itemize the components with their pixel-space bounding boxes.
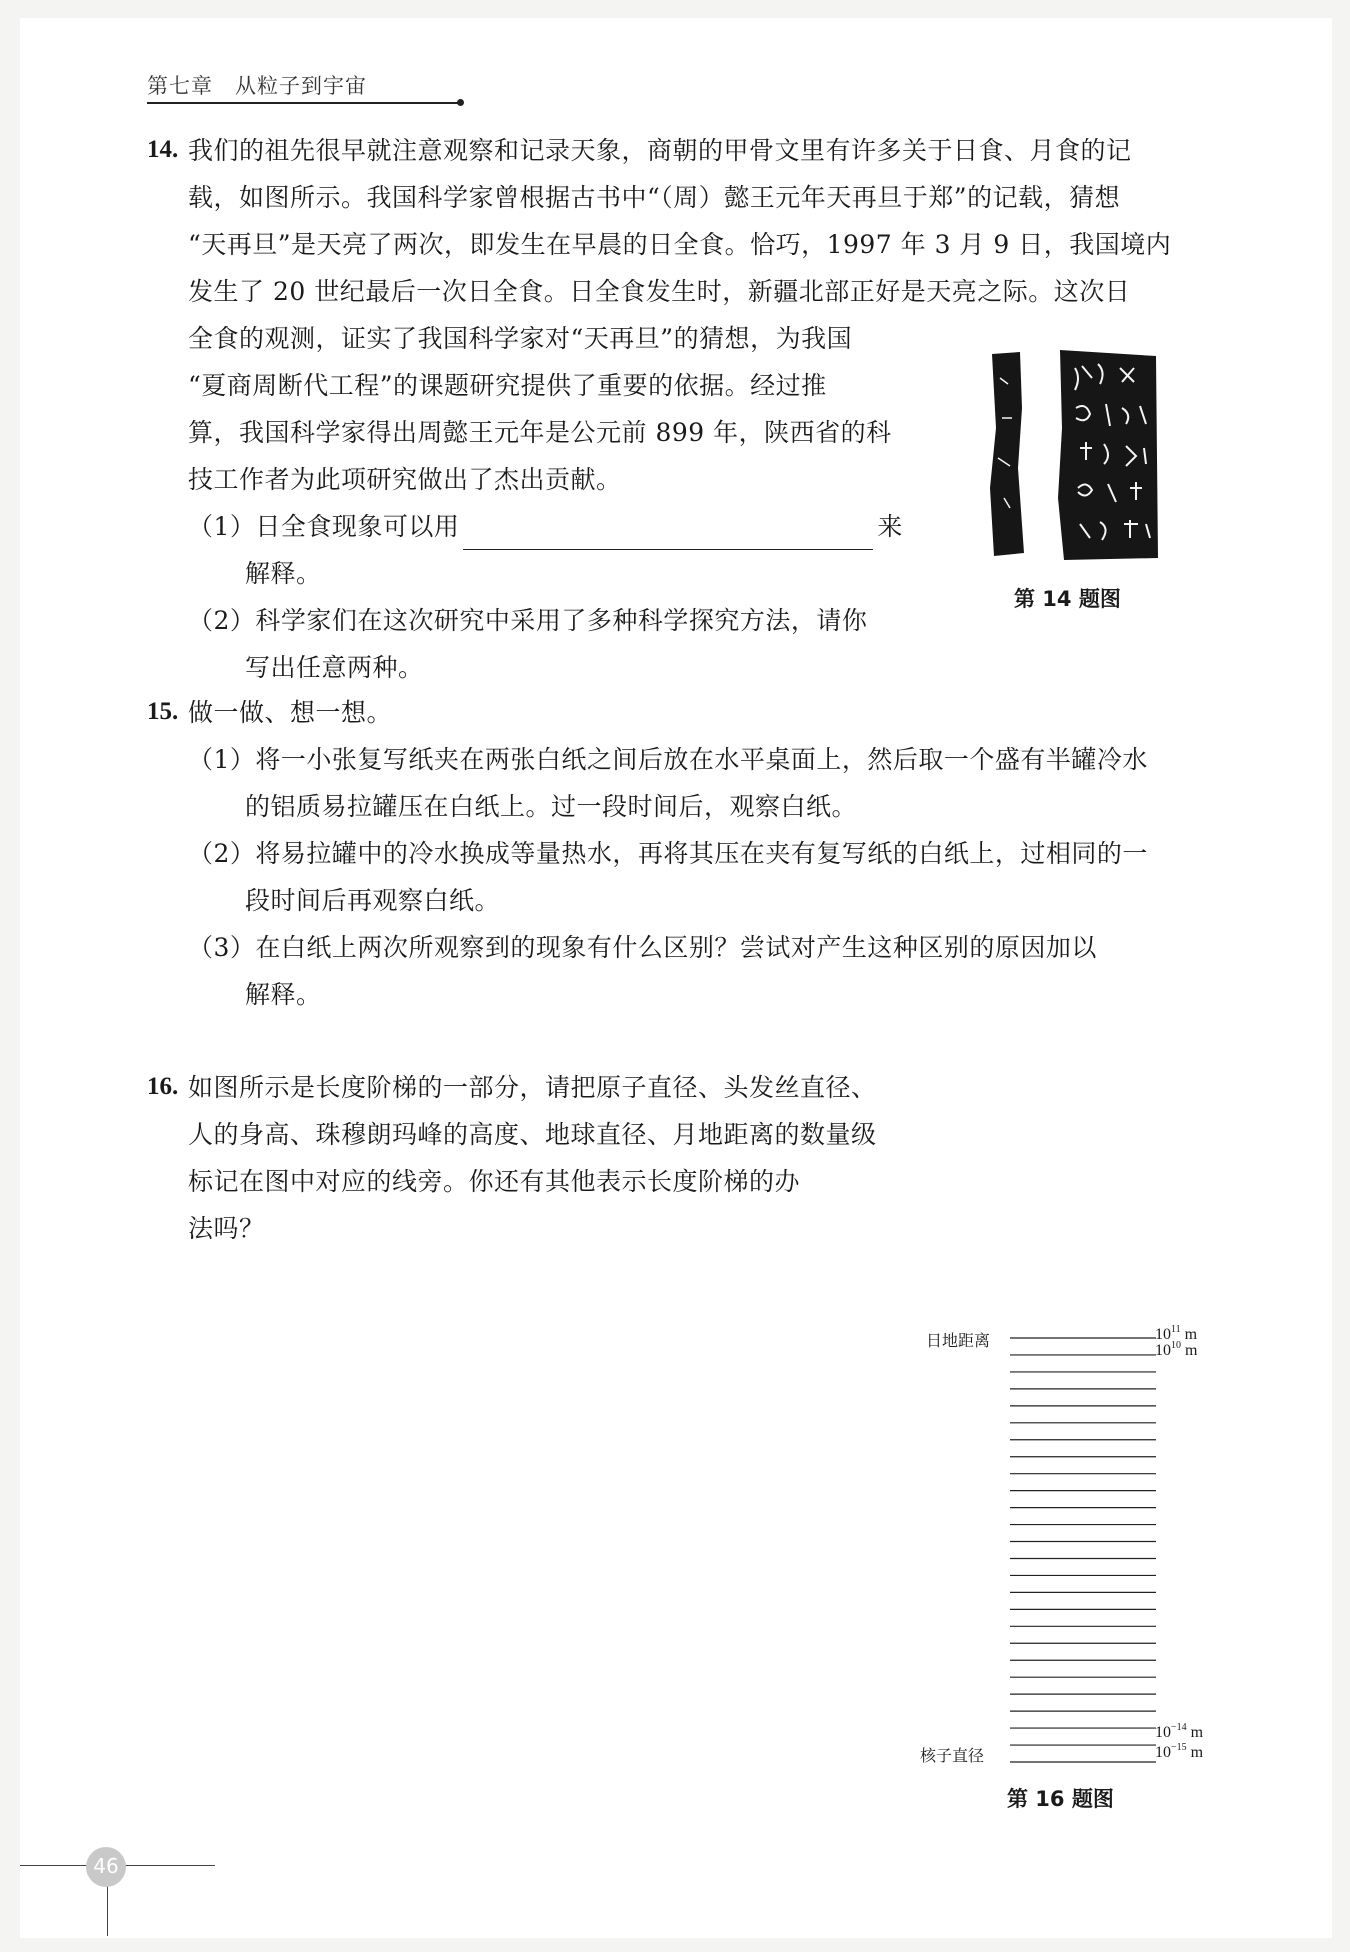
q14-line-8: 技工作者为此项研究做出了杰出贡献。 — [188, 465, 622, 494]
chapter-header: 第七章 从粒子到宇宙 — [147, 74, 367, 98]
header-rule-dot — [457, 99, 464, 106]
q14-sub1-cont: 解释。 — [245, 559, 322, 588]
q16-line-2: 人的身高、珠穆朗玛峰的高度、地球直径、月地距离的数量级 — [188, 1120, 877, 1149]
q14-sub2: （2）科学家们在这次研究中采用了多种科学探究方法，请你 — [188, 606, 868, 635]
q14-line-7: 算，我国科学家得出周懿王元年是公元前 899 年，陕西省的科 — [188, 418, 892, 447]
page-number: 46 — [93, 1854, 119, 1878]
q15-line-1: （1）将一小张复写纸夹在两张白纸之间后放在水平桌面上，然后取一个盛有半罐冷水 — [188, 745, 1148, 774]
q14-sub1 — [188, 504, 903, 550]
ladder-top-label: 日地距离 — [926, 1331, 991, 1350]
question-15-number: 15. — [147, 698, 179, 725]
q16-line-1: 如图所示是长度阶梯的一部分，请把原子直径、头发丝直径、 — [188, 1073, 877, 1102]
q14-line-3: “天再旦”是天亮了两次，即发生在早晨的日全食。恰巧，1997 年 3 月 9 日，我国境内 — [188, 230, 1172, 259]
q15-line-2: 的铝质易拉罐压在白纸上。过一段时间后，观察白纸。 — [245, 792, 858, 821]
question-16-number: 16. — [147, 1073, 179, 1100]
q14-sub1-tail: 来 — [877, 512, 903, 541]
q16-line-4: 法吗？ — [188, 1214, 265, 1243]
q15-line-5: （3）在白纸上两次所观察到的现象有什么区别？尝试对产生这种区别的原因加以 — [188, 933, 1097, 962]
q15-line-3: （2）将易拉罐中的冷水换成等量热水，再将其压在夹有复写纸的白纸上，过相同的一 — [188, 839, 1148, 868]
question-14-number: 14. — [147, 136, 179, 163]
oracle-bone-rubbing-image — [980, 348, 1160, 563]
q14-line-5: 全食的观测，证实了我国科学家对“天再旦”的猜想，为我国 — [188, 324, 853, 353]
ladder-exp-bottom-2: $10^{-15}$ m — [1155, 1742, 1204, 1761]
ladder-exp-top-1: $10^{11}$ m — [1155, 1324, 1198, 1343]
q15-line-6: 解释。 — [245, 980, 322, 1009]
q14-line-4: 发生了 20 世纪最后一次日全食。日全食发生时，新疆北部正好是天亮之际。这次日 — [188, 277, 1131, 306]
q14-line-2: 载，如图所示。我国科学家曾根据古书中“（周）懿王元年天再旦于郑”的记载，猜想 — [188, 183, 1121, 212]
q14-sub1-text: （1）日全食现象可以用 — [188, 512, 460, 541]
q14-line-6: “夏商周断代工程”的课题研究提供了重要的依据。经过推 — [188, 371, 827, 400]
q16-line-3: 标记在图中对应的线旁。你还有其他表示长度阶梯的办 — [188, 1167, 801, 1196]
textbook-page — [20, 18, 1332, 1938]
q15-line-4: 段时间后再观察白纸。 — [245, 886, 501, 915]
q14-line-1: 我们的祖先很早就注意观察和记录天象，商朝的甲骨文里有许多关于日食、月食的记 — [188, 136, 1132, 165]
q15-title: 做一做、想一想。 — [188, 698, 393, 727]
q14-sub2-cont: 写出任意两种。 — [245, 653, 424, 682]
length-ladder-rungs — [1010, 1330, 1170, 1770]
ladder-exp-bottom-1: $10^{-14}$ m — [1155, 1722, 1204, 1741]
header-rule — [147, 102, 459, 104]
ladder-bottom-label: 核子直径 — [920, 1746, 985, 1765]
figure-14-caption: 第 14 题图 — [1014, 587, 1121, 611]
answer-blank[interactable] — [463, 521, 873, 550]
figure-16-caption: 第 16 题图 — [1007, 1787, 1114, 1811]
ladder-exp-top-2: $10^{10}$ m — [1155, 1340, 1198, 1359]
